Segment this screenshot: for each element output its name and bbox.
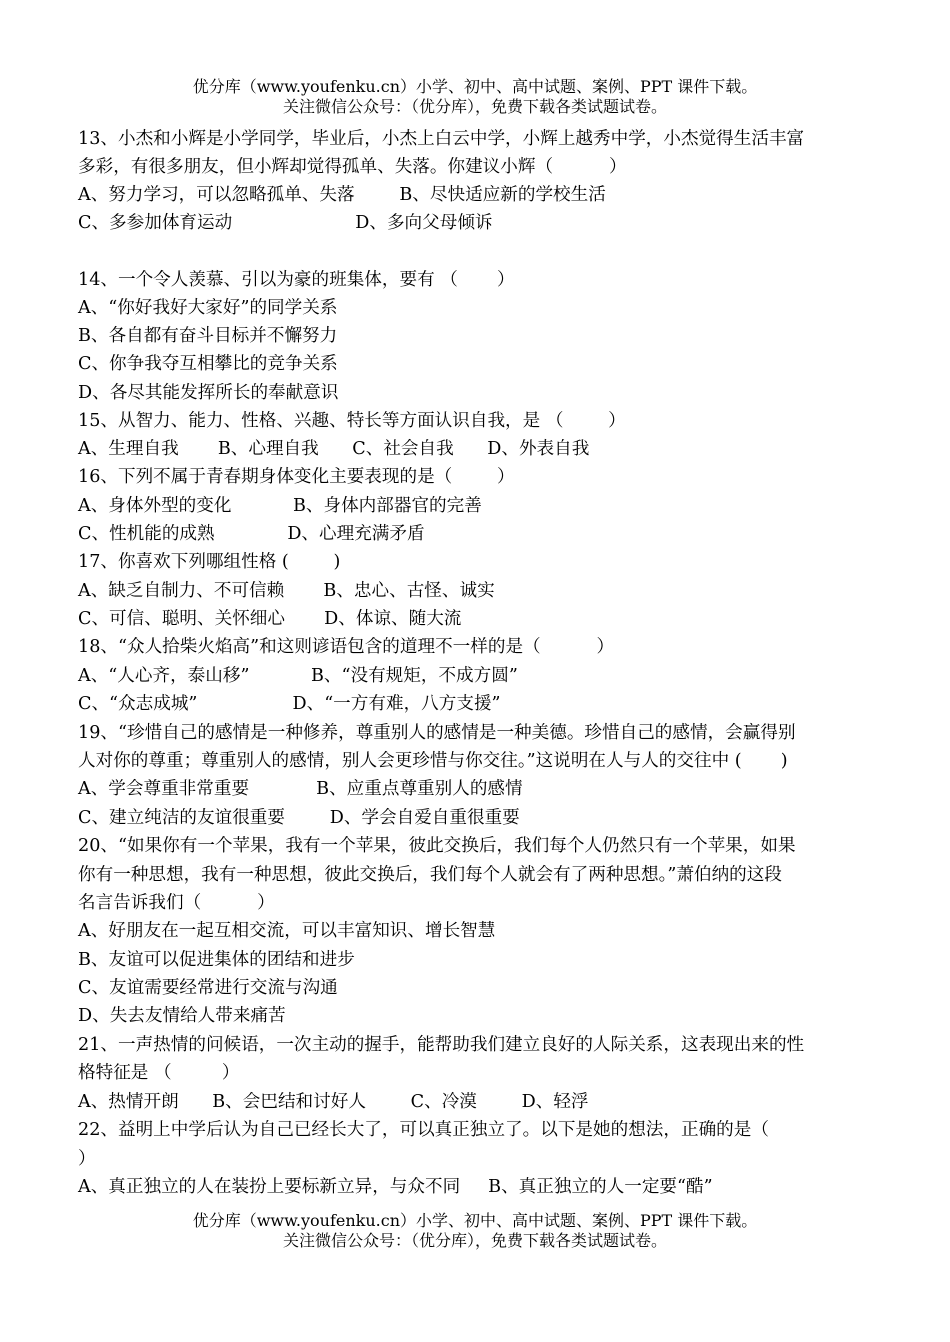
q16-options-cd: C、性机能的成熟 D、心理充满矛盾 xyxy=(78,524,425,544)
q21-stem-line-1: 21、一声热情的问候语，一次主动的握手，能帮助我们建立良好的人际关系，这表现出来的性 xyxy=(78,1035,805,1055)
q14-option-c: C、你争我夺互相攀比的竞争关系 xyxy=(78,354,338,374)
q18-options-cd: C、“众志成城” D、“一方有难，八方支援” xyxy=(78,694,501,714)
q18-stem: 18、“众人拾柴火焰高”和这则谚语包含的道理不一样的是（ ） xyxy=(78,637,615,657)
q19-stem-line-2: 人对你的尊重；尊重别人的感情，别人会更珍惜与你交往。”这说明在人与人的交往中 ( ) xyxy=(78,751,788,771)
footer-line-1: 优分库（www.youfenku.cn）小学、初中、高中试题、案例、PPT 课件下载。 xyxy=(192,1211,758,1230)
q20-option-c: C、友谊需要经常进行交流与沟通 xyxy=(78,978,338,998)
q20-stem-line-2: 你有一种思想，我有一种思想，彼此交换后，我们每个人就会有了两种思想。”萧伯纳的这段 xyxy=(78,865,782,885)
q16-options-ab: A、身体外型的变化 B、身体内部器官的完善 xyxy=(78,496,482,516)
footer-line-2: 关注微信公众号：（优分库），免费下载各类试题试卷。 xyxy=(282,1231,667,1250)
q16-stem: 16、下列不属于青春期身体变化主要表现的是（ ） xyxy=(78,467,515,487)
q17-stem: 17、你喜欢下列哪组性格 ( ) xyxy=(78,552,341,572)
q13-stem-line-2: 多彩，有很多朋友，但小辉却觉得孤单、失落。你建议小辉（ ） xyxy=(78,157,627,177)
header-line-1: 优分库（www.youfenku.cn）小学、初中、高中试题、案例、PPT 课件下载。 xyxy=(192,77,758,96)
q17-options-ab: A、缺乏自制力、不可信赖 B、忠心、古怪、诚实 xyxy=(78,581,495,601)
q14-option-a: A、“你好我好大家好”的同学关系 xyxy=(78,298,338,318)
q19-options-cd: C、建立纯洁的友谊很重要 D、学会自爱自重很重要 xyxy=(78,808,520,828)
q22-stem-line-1: 22、益明上中学后认为自己已经长大了，可以真正独立了。以下是她的想法，正确的是（ xyxy=(78,1120,769,1140)
q20-option-d: D、失去友情给人带来痛苦 xyxy=(78,1006,286,1026)
q21-stem-line-2: 格特征是 （ ） xyxy=(78,1063,240,1083)
q14-option-b: B、各自都有奋斗目标并不懈努力 xyxy=(78,326,338,346)
q20-stem-line-1: 20、“如果你有一个苹果，我有一个苹果，彼此交换后，我们每个人仍然只有一个苹果，如果 xyxy=(78,836,796,856)
q13-stem-line-1: 13、小杰和小辉是小学同学，毕业后，小杰上白云中学，小辉上越秀中学，小杰觉得生活丰富 xyxy=(78,129,805,149)
q15-options: A、生理自我 B、心理自我 C、社会自我 D、外表自我 xyxy=(78,439,590,459)
q20-stem-line-3: 名言告诉我们（ ） xyxy=(78,893,275,913)
q13-options-cd: C、多参加体育运动 D、多向父母倾诉 xyxy=(78,213,493,233)
q22-options-ab: A、真正独立的人在装扮上要标新立异，与众不同 B、真正独立的人一定要“酷” xyxy=(78,1177,713,1197)
q14-option-d: D、各尽其能发挥所长的奉献意识 xyxy=(78,383,339,403)
q19-options-ab: A、学会尊重非常重要 B、应重点尊重别人的感情 xyxy=(78,779,523,799)
q19-stem-line-1: 19、“珍惜自己的感情是一种修养，尊重别人的感情是一种美德。珍惜自己的感情，会赢得别 xyxy=(78,723,796,743)
q17-options-cd: C、可信、聪明、关怀细心 D、体谅、随大流 xyxy=(78,609,462,629)
q18-options-ab: A、“人心齐，泰山移” B、“没有规矩，不成方圆” xyxy=(78,666,518,686)
q13-options-ab: A、努力学习，可以忽略孤单、失落 B、尽快适应新的学校生活 xyxy=(78,185,606,205)
q20-option-b: B、友谊可以促进集体的团结和进步 xyxy=(78,950,355,970)
q20-option-a: A、好朋友在一起互相交流，可以丰富知识、增长智慧 xyxy=(78,921,496,941)
q15-stem: 15、从智力、能力、性格、兴趣、特长等方面认识自我，是 （ ） xyxy=(78,411,626,431)
q21-options: A、热情开朗 B、会巴结和讨好人 C、冷漠 D、轻浮 xyxy=(78,1092,589,1112)
q14-stem: 14、一个令人羡慕、引以为豪的班集体，要有 （ ） xyxy=(78,270,515,290)
header-line-2: 关注微信公众号：（优分库），免费下载各类试题试卷。 xyxy=(282,97,667,116)
q22-stem-line-2: ） xyxy=(78,1149,96,1169)
